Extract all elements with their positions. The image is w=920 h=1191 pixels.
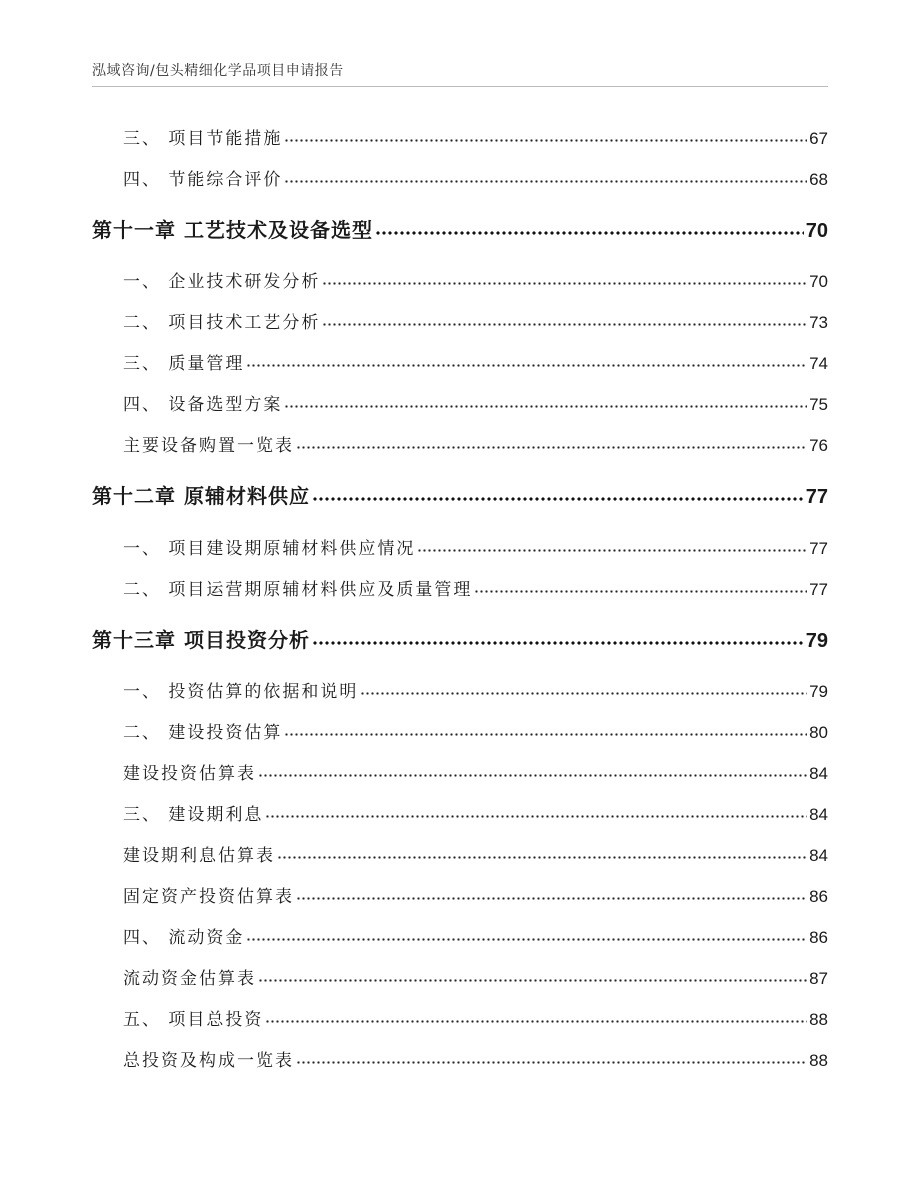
toc-dot-leader bbox=[322, 309, 807, 326]
toc-entry-label: 流动资金估算表 bbox=[123, 969, 256, 989]
toc-entry-page: 84 bbox=[809, 846, 828, 865]
toc-dot-leader bbox=[417, 535, 807, 552]
toc-entry-label: 三、 质量管理 bbox=[123, 354, 245, 374]
toc-entry[interactable] bbox=[123, 718, 828, 743]
toc-dot-leader bbox=[246, 924, 807, 941]
toc-entry-page: 73 bbox=[809, 313, 828, 332]
toc-entry[interactable] bbox=[123, 923, 828, 948]
toc-dot-leader bbox=[312, 625, 804, 645]
toc-chapter-label: 第十二章 原辅材料供应 bbox=[92, 484, 310, 508]
toc-dot-leader bbox=[284, 391, 807, 408]
toc-entry[interactable] bbox=[123, 575, 828, 600]
toc-entry-label: 建设投资估算表 bbox=[123, 764, 256, 784]
toc-entry[interactable] bbox=[123, 124, 828, 149]
toc-entry[interactable] bbox=[123, 349, 828, 374]
toc-entry-label: 一、 项目建设期原辅材料供应情况 bbox=[123, 539, 416, 559]
toc-dot-leader bbox=[312, 481, 804, 501]
toc-dot-leader bbox=[360, 678, 807, 695]
toc-entry[interactable] bbox=[123, 882, 828, 907]
toc-entry[interactable] bbox=[123, 800, 828, 825]
toc-chapter-label: 第十三章 项目投资分析 bbox=[92, 628, 310, 652]
toc-entry-label: 主要设备购置一览表 bbox=[123, 436, 294, 456]
toc-entry[interactable] bbox=[123, 759, 828, 784]
toc-entry-label: 四、 设备选型方案 bbox=[123, 395, 283, 415]
toc-chapter-label: 第十一章 工艺技术及设备选型 bbox=[92, 218, 373, 242]
toc-chapter-page: 70 bbox=[805, 220, 828, 242]
toc-entry-label: 一、 企业技术研发分析 bbox=[123, 272, 321, 292]
toc-dot-leader bbox=[296, 1047, 807, 1064]
toc-dot-leader bbox=[258, 965, 807, 982]
toc-entry-page: 76 bbox=[809, 436, 828, 455]
toc-entry-page: 74 bbox=[809, 354, 828, 373]
toc-dot-leader bbox=[258, 760, 807, 777]
toc-entry-page: 84 bbox=[809, 764, 828, 783]
toc-entry-label: 一、 投资估算的依据和说明 bbox=[123, 682, 359, 702]
header-divider bbox=[92, 86, 828, 87]
toc-entry-page: 86 bbox=[809, 928, 828, 947]
toc-entry[interactable] bbox=[123, 534, 828, 559]
toc-chapter[interactable] bbox=[92, 214, 828, 243]
toc-dot-leader bbox=[474, 576, 807, 593]
toc-entry-label: 二、 项目运营期原辅材料供应及质量管理 bbox=[123, 580, 473, 600]
toc-entry[interactable] bbox=[123, 677, 828, 702]
toc-entry-page: 88 bbox=[809, 1010, 828, 1029]
toc-entry-page: 80 bbox=[809, 723, 828, 742]
toc-entry-label: 四、 节能综合评价 bbox=[123, 170, 283, 190]
toc-entry-label: 总投资及构成一览表 bbox=[123, 1051, 294, 1071]
toc-entry-page: 79 bbox=[809, 682, 828, 701]
toc-chapter-page: 77 bbox=[805, 486, 828, 508]
toc-entry-label: 三、 建设期利息 bbox=[123, 805, 264, 825]
toc-dot-leader bbox=[296, 883, 807, 900]
toc-entry-page: 77 bbox=[809, 580, 828, 599]
toc-dot-leader bbox=[265, 1006, 807, 1023]
toc-entry-page: 75 bbox=[809, 395, 828, 414]
toc-dot-leader bbox=[246, 350, 807, 367]
toc-chapter-page: 79 bbox=[805, 630, 828, 652]
toc-dot-leader bbox=[277, 842, 807, 859]
toc-entry[interactable] bbox=[123, 431, 828, 456]
toc-entry[interactable] bbox=[123, 1005, 828, 1030]
toc-entry-page: 84 bbox=[809, 805, 828, 824]
page-header: 泓域咨询/包头精细化学品项目申请报告 bbox=[92, 63, 344, 79]
toc-chapter[interactable] bbox=[92, 480, 828, 509]
toc-dot-leader bbox=[296, 432, 807, 449]
toc-dot-leader bbox=[322, 268, 807, 285]
toc-entry-page: 70 bbox=[809, 272, 828, 291]
toc-entry-label: 二、 建设投资估算 bbox=[123, 723, 283, 743]
toc-entry-page: 77 bbox=[809, 539, 828, 558]
toc-entry-label: 三、 项目节能措施 bbox=[123, 129, 283, 149]
toc-entry-label: 四、 流动资金 bbox=[123, 928, 245, 948]
toc-entry-page: 86 bbox=[809, 887, 828, 906]
toc-entry-label: 五、 项目总投资 bbox=[123, 1010, 264, 1030]
toc-entry[interactable] bbox=[123, 1046, 828, 1071]
toc-entry[interactable] bbox=[123, 841, 828, 866]
toc-entry-label: 固定资产投资估算表 bbox=[123, 887, 294, 907]
toc-entry[interactable] bbox=[123, 390, 828, 415]
toc-entry[interactable] bbox=[123, 308, 828, 333]
toc-entry-label: 建设期利息估算表 bbox=[123, 846, 275, 866]
toc-entry-page: 67 bbox=[809, 129, 828, 148]
toc-dot-leader bbox=[265, 801, 807, 818]
toc-entry-label: 二、 项目技术工艺分析 bbox=[123, 313, 321, 333]
toc-dot-leader bbox=[284, 719, 807, 736]
toc-entry[interactable] bbox=[123, 165, 828, 190]
toc-dot-leader bbox=[284, 125, 807, 142]
toc-dot-leader bbox=[375, 215, 804, 235]
toc-dot-leader bbox=[284, 166, 807, 183]
toc-entry[interactable] bbox=[123, 267, 828, 292]
toc-entry[interactable] bbox=[123, 964, 828, 989]
toc-chapter[interactable] bbox=[92, 624, 828, 653]
toc-entry-page: 68 bbox=[809, 170, 828, 189]
toc-entry-page: 87 bbox=[809, 969, 828, 988]
toc-entry-page: 88 bbox=[809, 1051, 828, 1070]
